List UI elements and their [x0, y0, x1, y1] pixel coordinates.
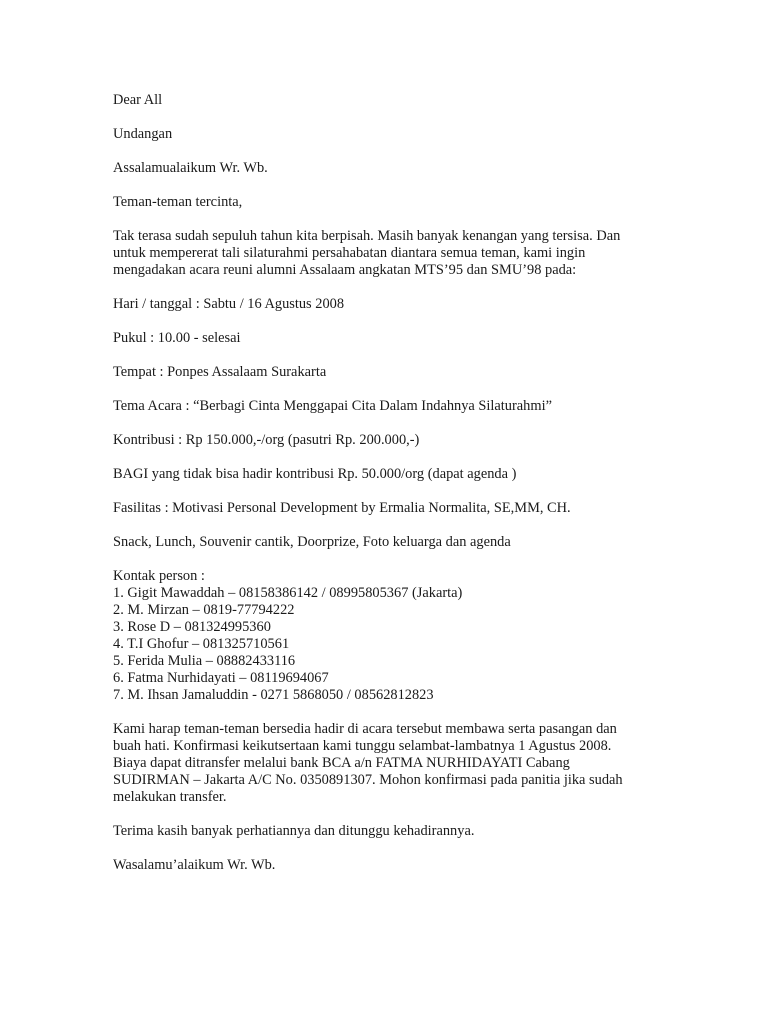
contact-item: 3. Rose D – 081324995360 [113, 619, 271, 635]
farewell-line: Wasalamu’alaikum Wr. Wb. [113, 857, 276, 873]
contribution-line: Kontribusi : Rp 150.000,-/org (pasutri Rp. 200.000,-) [113, 432, 420, 448]
contact-item: 6. Fatma Nurhidayati – 08119694067 [113, 670, 329, 686]
greeting: Dear All [113, 92, 163, 108]
contact-item: 5. Ferida Mulia – 08882433116 [113, 653, 296, 669]
intro-paragraph: Tak terasa sudah sepuluh tahun kita berpisah. Masih banyak kenangan yang tersisa. Dan untuk mempererat tali silaturahmi persahabatan diantara semua teman, kami ingin mengadakan acara reuni alumni Assalaam angkatan MTS’95 dan SMU’98 pada: [113, 228, 621, 278]
contact-item: 2. M. Mirzan – 0819-77794222 [113, 602, 295, 618]
contact-item: 1. Gigit Mawaddah – 08158386142 / 08995805367 (Jakarta) [113, 585, 463, 601]
closing-paragraph: Kami harap teman-teman bersedia hadir di acara tersebut membawa serta pasangan dan buah hati. Konfirmasi keikutsertaan kami tunggu selambat-lambatnya 1 Agustus 2008. Biaya dapat ditransfer melalui bank BCA a/n FATMA NURHIDAYATI Cabang SUDIRMAN – Jakarta A/C No. 0350891307. Mohon konfirmasi pada panitia jika sudah melakukan transfer. [113, 721, 623, 805]
contact-item: 7. M. Ihsan Jamaluddin - 0271 5868050 / 08562812823 [113, 687, 434, 703]
contact-list [113, 568, 673, 704]
place-line: Tempat : Ponpes Assalaam Surakarta [113, 364, 327, 380]
time-line: Pukul : 10.00 - selesai [113, 330, 241, 346]
contact-item: 4. T.I Ghofur – 081325710561 [113, 636, 290, 652]
salam: Assalamualaikum Wr. Wb. [113, 160, 268, 176]
heading: Undangan [113, 126, 173, 142]
address-line: Teman-teman tercinta, [113, 194, 243, 210]
date-line: Hari / tanggal : Sabtu / 16 Agustus 2008 [113, 296, 345, 312]
facilities-line: Fasilitas : Motivasi Personal Development by Ermalia Normalita, SE,MM, CH. [113, 500, 571, 516]
letter-body [113, 92, 673, 891]
thanks-line: Terima kasih banyak perhatiannya dan ditunggu kehadirannya. [113, 823, 475, 839]
absent-contribution-line: BAGI yang tidak bisa hadir kontribusi Rp. 50.000/org (dapat agenda ) [113, 466, 517, 482]
extras-line: Snack, Lunch, Souvenir cantik, Doorprize, Foto keluarga dan agenda [113, 534, 511, 550]
contact-title: Kontak person : [113, 568, 205, 584]
theme-line: Tema Acara : “Berbagi Cinta Menggapai Cita Dalam Indahnya Silaturahmi” [113, 398, 552, 414]
